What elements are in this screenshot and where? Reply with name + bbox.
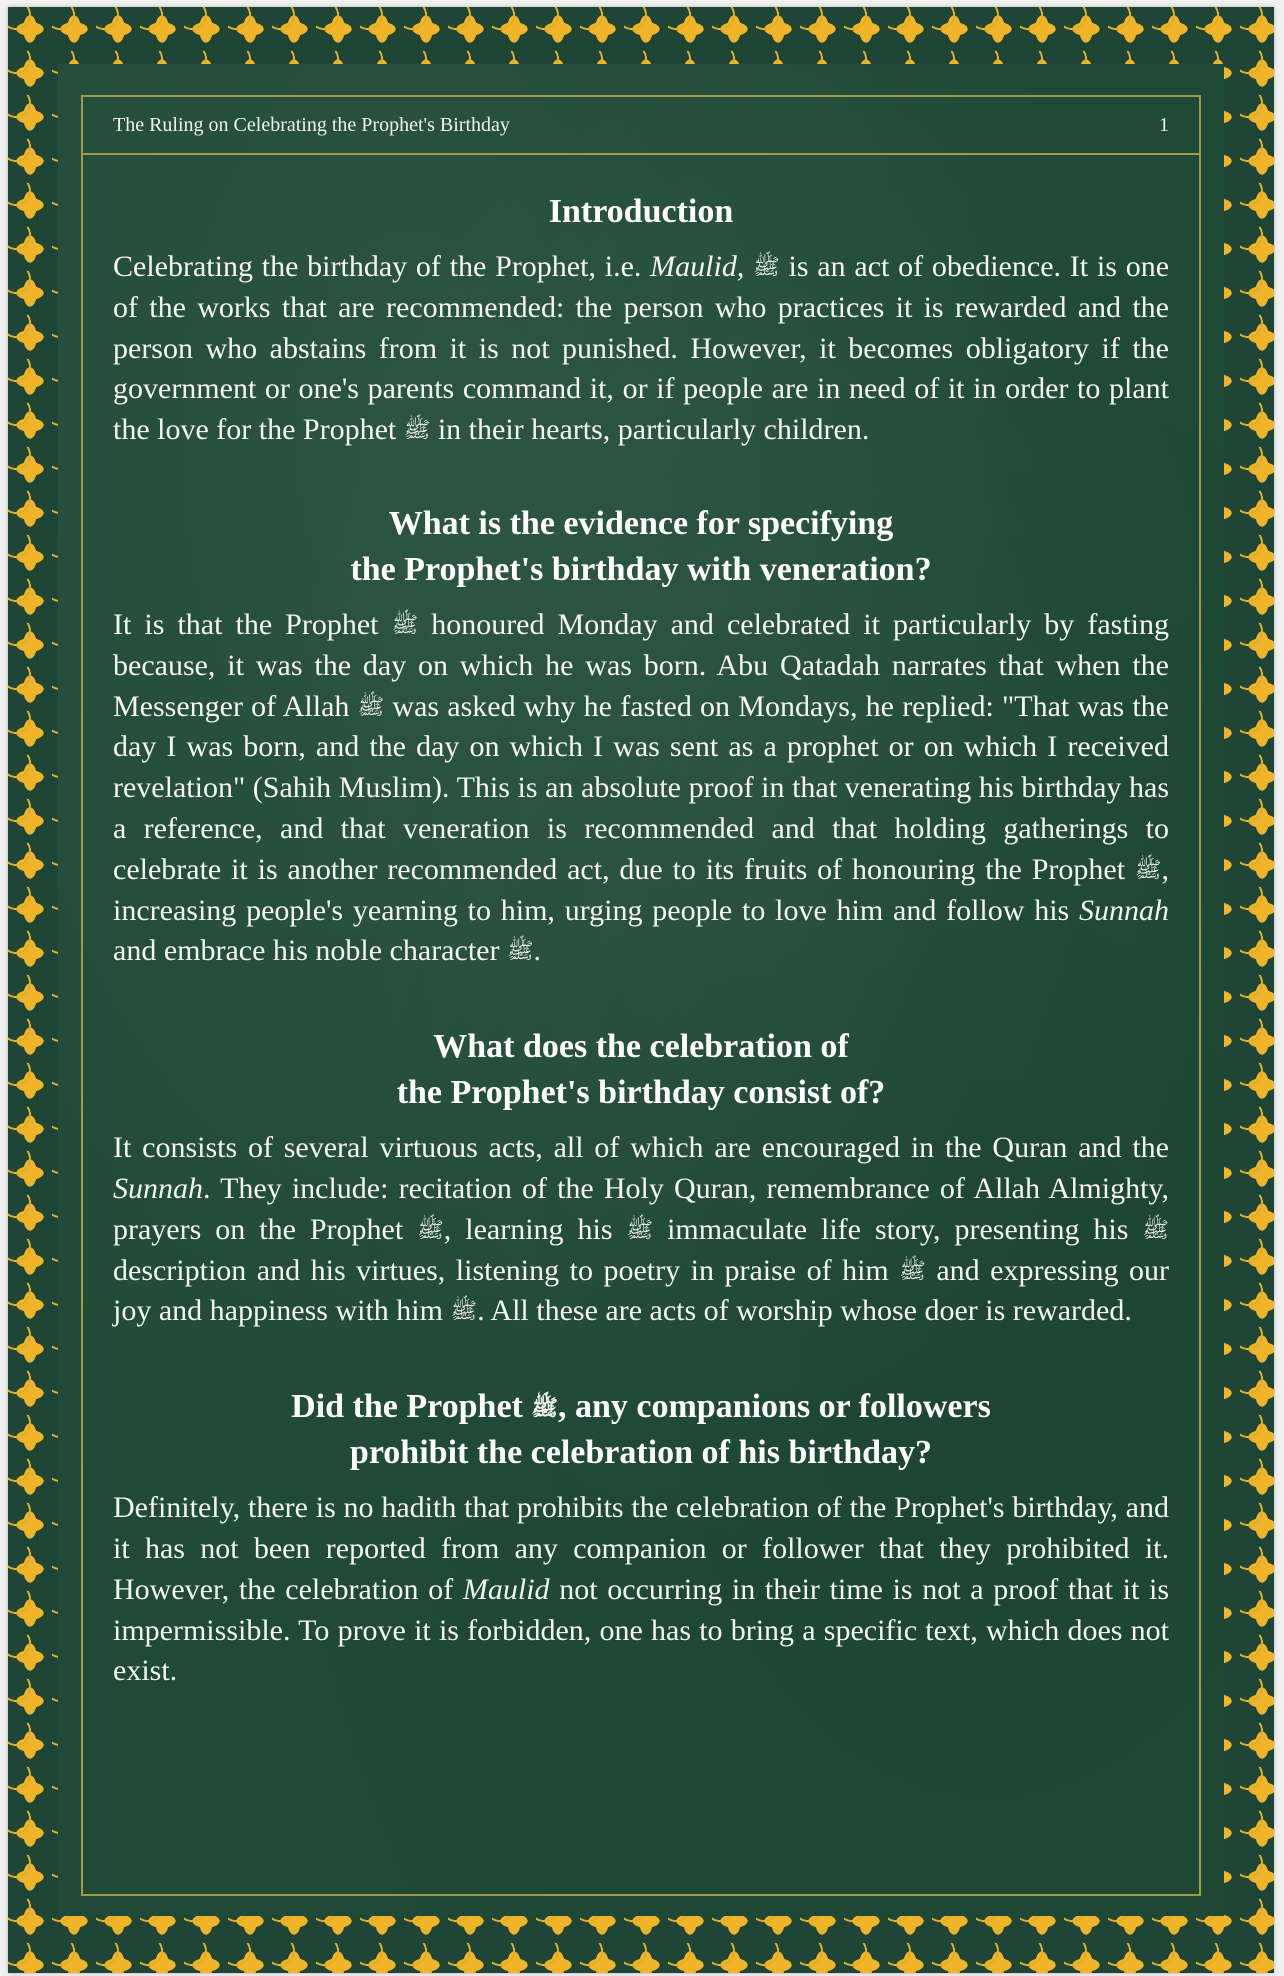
page-content <box>113 189 1169 1742</box>
pbuh-icon: ﷺ <box>450 1299 478 1325</box>
text-run: honoured Monday and celebrated it particularly by fasting because, it was the day on which he was born. Abu Qatadah narrates that when the Messenger of Allah <box>113 607 1169 723</box>
section-heading: Introduction <box>548 193 734 230</box>
running-header <box>83 97 1199 155</box>
section-heading <box>113 501 1169 593</box>
pbuh-icon: ﷺ <box>357 694 385 720</box>
text-run: in their hearts, particularly children. <box>430 413 870 447</box>
section-heading <box>113 1024 1169 1116</box>
pbuh-icon: ﷺ <box>1142 1217 1169 1243</box>
pbuh-icon: ﷺ <box>626 1217 654 1243</box>
text-run: It is that the Prophet <box>113 607 392 641</box>
heading-line: What does the celebration of <box>433 1028 849 1066</box>
section-paragraph <box>113 1128 1169 1332</box>
pbuh-icon: ﷺ <box>531 1396 558 1422</box>
heading-line: What is the evidence for specifying <box>388 504 894 542</box>
section-paragraph <box>113 1488 1169 1692</box>
section-heading <box>113 1384 1169 1476</box>
heading-line: prohibit the celebration of his birthday? <box>349 1434 933 1472</box>
text-run: . They include: recitation of the Holy Quran, remembrance of Allah Almighty, prayers on the Prophet <box>113 1171 1169 1246</box>
page-number: 1 <box>1159 113 1169 136</box>
italic-term: Maulid <box>462 1572 550 1606</box>
section-introduction <box>113 189 1169 451</box>
heading-line: Did the Prophet <box>291 1388 532 1426</box>
pbuh-icon: ﷺ <box>1134 857 1162 883</box>
pbuh-icon: ﷺ <box>403 418 431 444</box>
text-run: and expressing our joy and happiness with him <box>113 1253 1169 1328</box>
section-evidence <box>113 501 1169 972</box>
text-run: is an act of obedience. It is one of the works that are recommended: the person who practices it is rewarded and the person who abstains from it is not punished. However, it becomes obligatory if the government or one's parents command it, or if people are in need of it in order to plant the love for the Prophet <box>113 250 1170 447</box>
text-run: Celebrating the birthday of the Prophet, i.e. <box>113 250 651 283</box>
heading-line: , any companions or followers <box>557 1388 991 1426</box>
pbuh-icon: ﷺ <box>506 939 534 965</box>
book-page <box>8 7 1274 1973</box>
section-consists <box>113 1024 1169 1332</box>
text-run: was asked why he fasted on Mondays, he replied: "That was the day I was born, and the day on which I was sent as a prophet or on which I received revelation" (Sahih Muslim). This is an absolute proof in that venerating his birthday has a reference, and that veneration is recommended and that holding gatherings to celebrate it is another recommended act, due to its fruits of honouring the Prophet <box>113 689 1169 886</box>
text-run: description and his virtues, listening to poetry in praise of him <box>113 1253 900 1287</box>
text-run: It consists of several virtuous acts, all of which are encouraged in the Quran and the <box>113 1131 1169 1165</box>
pbuh-icon: ﷺ <box>391 612 419 638</box>
text-frame <box>81 95 1201 1896</box>
section-paragraph <box>113 605 1169 972</box>
pbuh-icon: ﷺ <box>899 1258 926 1284</box>
text-run: Definitely, there is no hadith that prohibits the celebration of the Prophet's birthday, and it has not been reported from any companion or follower that they prohibited it. However, the celebration of <box>113 1491 1169 1606</box>
text-run: , learning his <box>443 1212 627 1246</box>
heading-line: the Prophet's birthday consist of? <box>396 1074 886 1112</box>
text-run: and embrace his noble character <box>113 934 507 968</box>
text-run: . <box>533 934 542 968</box>
italic-term: Maulid, <box>650 250 745 283</box>
heading-line: the Prophet's birthday with veneration? <box>350 550 932 588</box>
pbuh-icon: ﷺ <box>753 255 780 280</box>
section-prohibition <box>113 1384 1169 1692</box>
section-paragraph <box>113 247 1169 451</box>
italic-term: Sunnah <box>113 1171 203 1205</box>
text-run: , increasing people's yearning to him, urging people to love him and follow his <box>113 852 1169 927</box>
text-run: . All these are acts of worship whose doer is rewarded. <box>477 1294 1132 1328</box>
pbuh-icon: ﷺ <box>417 1217 444 1243</box>
italic-term: Sunnah <box>1079 893 1169 927</box>
text-run: not occurring in their time is not a proof that it is impermissible. To prove it is forbidden, one has to bring a specific text, which does not exist. <box>113 1572 1169 1688</box>
text-run: immaculate life story, presenting his <box>653 1212 1143 1246</box>
running-title: The Ruling on Celebrating the Prophet's Birthday <box>113 113 510 136</box>
